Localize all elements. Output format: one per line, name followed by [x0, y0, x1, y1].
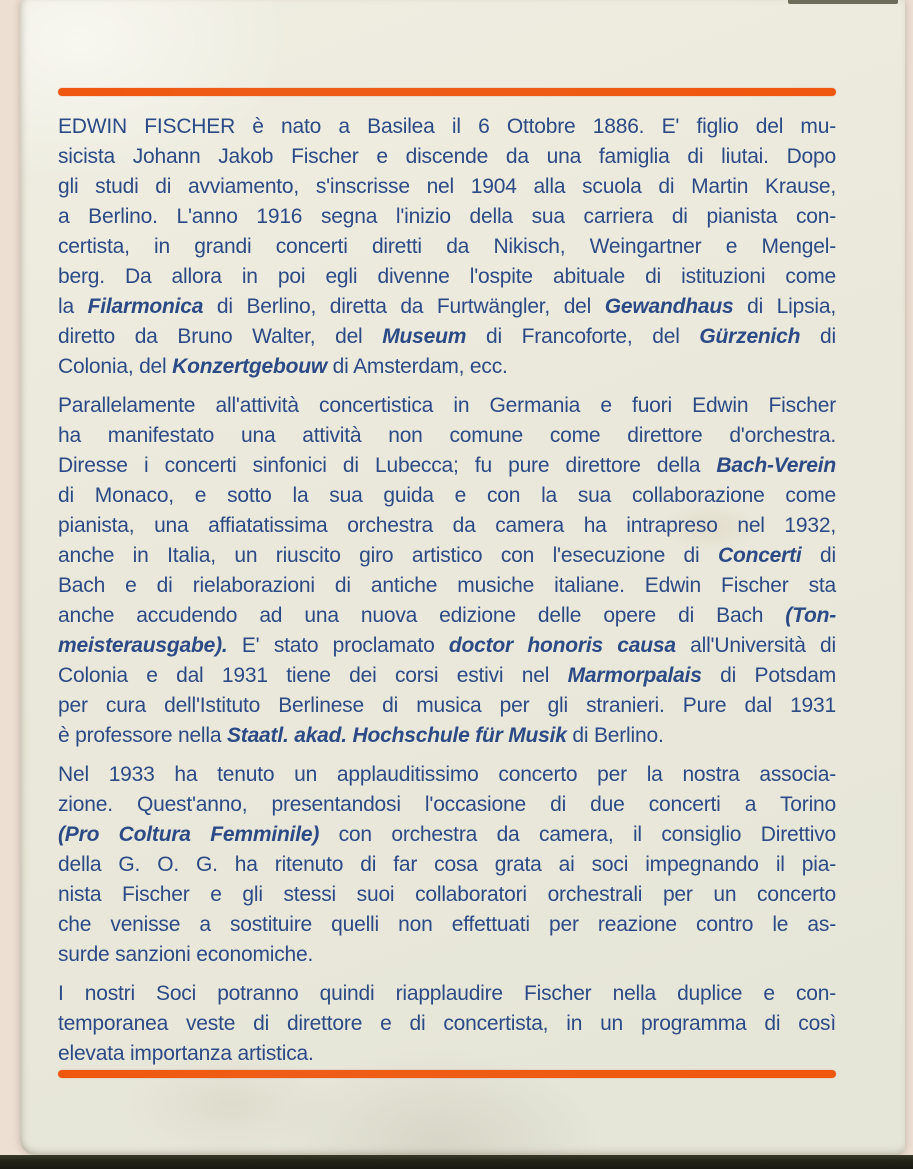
- text-line: [58, 352, 836, 382]
- text-line: [58, 571, 836, 601]
- text-segment: zione. Quest'anno, presentandosi l'occasione di due concerti a Torino: [58, 793, 836, 816]
- text-line: [58, 790, 836, 820]
- text-line: [58, 262, 836, 292]
- text-segment: di Potsdam: [701, 664, 837, 687]
- text-segment: nista Fischer e gli stessi suoi collaboratori orchestrali per un concerto: [58, 883, 836, 906]
- text-segment: di Amsterdam, ecc.: [327, 355, 508, 378]
- emphasized-text: Museum: [382, 325, 467, 348]
- text-segment: la: [58, 295, 88, 318]
- text-line: [58, 112, 836, 142]
- text-line: [58, 391, 836, 421]
- emphasized-text: meisterausgabe).: [58, 634, 228, 657]
- emphasized-text: Concerti: [717, 544, 802, 567]
- paragraph: [58, 112, 836, 382]
- text-segment: Colonia e dal 1931 tiene dei corsi estivi nel: [58, 664, 568, 687]
- bottom-rule: [58, 1070, 836, 1078]
- text-segment: E' stato proclamato: [227, 634, 449, 657]
- text-line: [58, 541, 836, 571]
- emphasized-text: doctor honoris causa: [448, 634, 676, 657]
- top-rule: [58, 88, 836, 96]
- text-segment: che venisse a sostituire quelli non effettuati per reazione contro le as-: [58, 913, 836, 936]
- text-segment: diretto da Bruno Walter, del: [58, 325, 383, 348]
- text-line: [58, 631, 836, 661]
- paragraph: [58, 760, 836, 970]
- text-segment: gli studi di avviamento, s'inscrisse nel 1904 alla scuola di Martin Krause,: [58, 175, 836, 198]
- text-segment: Diresse i concerti sinfonici di Lubecca; fu pure direttore della: [58, 454, 717, 477]
- text-line: [58, 601, 836, 631]
- text-line: [58, 850, 836, 880]
- text-line: [58, 760, 836, 790]
- text-line: [58, 451, 836, 481]
- text-segment: pianista, una affiatatissima orchestra da camera ha intrapreso nel 1932,: [58, 514, 836, 537]
- text-segment: della G. O. G. ha ritenuto di far cosa grata ai soci impegnando il pia-: [58, 853, 836, 876]
- text-segment: di: [800, 325, 836, 348]
- emphasized-text: Filarmonica: [87, 295, 204, 318]
- text-segment: Bach e di rielaborazioni di antiche musiche italiane. Edwin Fischer sta: [58, 574, 836, 597]
- text-segment: Colonia, del: [58, 355, 173, 378]
- text-segment: per cura dell'Istituto Berlinese di musica per gli stranieri. Pure dal 1931: [58, 694, 836, 717]
- emphasized-text: (Ton-: [785, 604, 836, 627]
- text-segment: con orchestra da camera, il consiglio Direttivo: [319, 823, 836, 846]
- text-segment: Nel 1933 ha tenuto un applauditissimo concerto per la nostra associa-: [58, 763, 836, 786]
- text-segment: di Monaco, e sotto la sua guida e con la sua collaborazione come: [58, 484, 836, 507]
- text-segment: ha manifestato una attività non comune come direttore d'orchestra.: [58, 424, 836, 447]
- text-line: [58, 172, 836, 202]
- text-line: [58, 661, 836, 691]
- emphasized-text: Gewandhaus: [604, 295, 734, 318]
- text-segment: EDWIN FISCHER è nato a Basilea il 6 Ottobre 1886. E' figlio del mu-: [58, 115, 836, 138]
- emphasized-text: Konzertgebouw: [172, 355, 328, 378]
- text-segment: di Lipsia,: [733, 295, 836, 318]
- text-line: [58, 421, 836, 451]
- text-segment: di Berlino, diretta da Furtwängler, del: [203, 295, 605, 318]
- text-segment: anche in Italia, un riuscito giro artistico con l'esecuzione di: [58, 544, 718, 567]
- text-segment: berg. Da allora in poi egli divenne l'ospite abituale di istituzioni come: [58, 265, 836, 288]
- emphasized-text: Bach-Verein: [716, 454, 836, 477]
- paragraph: [58, 979, 836, 1069]
- text-segment: temporanea veste di direttore e di concertista, in un programma di così: [58, 1012, 836, 1035]
- emphasized-text: (Pro Coltura Femminile): [58, 823, 320, 846]
- scanner-edge-bottom: [0, 1155, 913, 1169]
- paper-page: [20, 0, 905, 1155]
- text-segment: di: [801, 544, 836, 567]
- text-segment: certista, in grandi concerti diretti da Nikisch, Weingartner e Mengel-: [58, 235, 836, 258]
- text-segment: Parallelamente all'attività concertistica in Germania e fuori Edwin Fischer: [58, 394, 836, 417]
- emphasized-text: Staatl. akad. Hochschule für Musik: [226, 724, 567, 747]
- text-line: [58, 691, 836, 721]
- text-segment: è professore nella: [58, 724, 227, 747]
- text-segment: a Berlino. L'anno 1916 segna l'inizio della sua carriera di pianista con-: [58, 205, 836, 228]
- emphasized-text: Gürzenich: [699, 325, 801, 348]
- text-segment: di Berlino.: [566, 724, 664, 747]
- text-line: [58, 910, 836, 940]
- text-segment: all'Università di: [675, 634, 836, 657]
- text-line: [58, 511, 836, 541]
- text-line: [58, 880, 836, 910]
- text-line: [58, 292, 836, 322]
- text-segment: I nostri Soci potranno quindi riapplaudire Fischer nella duplice e con-: [58, 982, 836, 1005]
- text-segment: sicista Johann Jakob Fischer e discende da una famiglia di liutai. Dopo: [58, 145, 836, 168]
- scanner-edge-top: [788, 0, 898, 4]
- text-segment: anche accudendo ad una nuova edizione delle opere di Bach: [58, 604, 786, 627]
- text-line: [58, 1039, 836, 1069]
- text-line: [58, 202, 836, 232]
- text-line: [58, 820, 836, 850]
- text-line: [58, 322, 836, 352]
- text-segment: surde sanzioni economiche.: [58, 943, 314, 966]
- text-line: [58, 481, 836, 511]
- text-line: [58, 1009, 836, 1039]
- text-line: [58, 142, 836, 172]
- paragraph: [58, 391, 836, 751]
- emphasized-text: Marmorpalais: [567, 664, 702, 687]
- text-segment: di Francoforte, del: [466, 325, 700, 348]
- text-line: [58, 940, 836, 970]
- text-line: [58, 721, 836, 751]
- text-block: [58, 112, 836, 1078]
- text-line: [58, 232, 836, 262]
- text-line: [58, 979, 836, 1009]
- text-segment: elevata importanza artistica.: [58, 1042, 314, 1065]
